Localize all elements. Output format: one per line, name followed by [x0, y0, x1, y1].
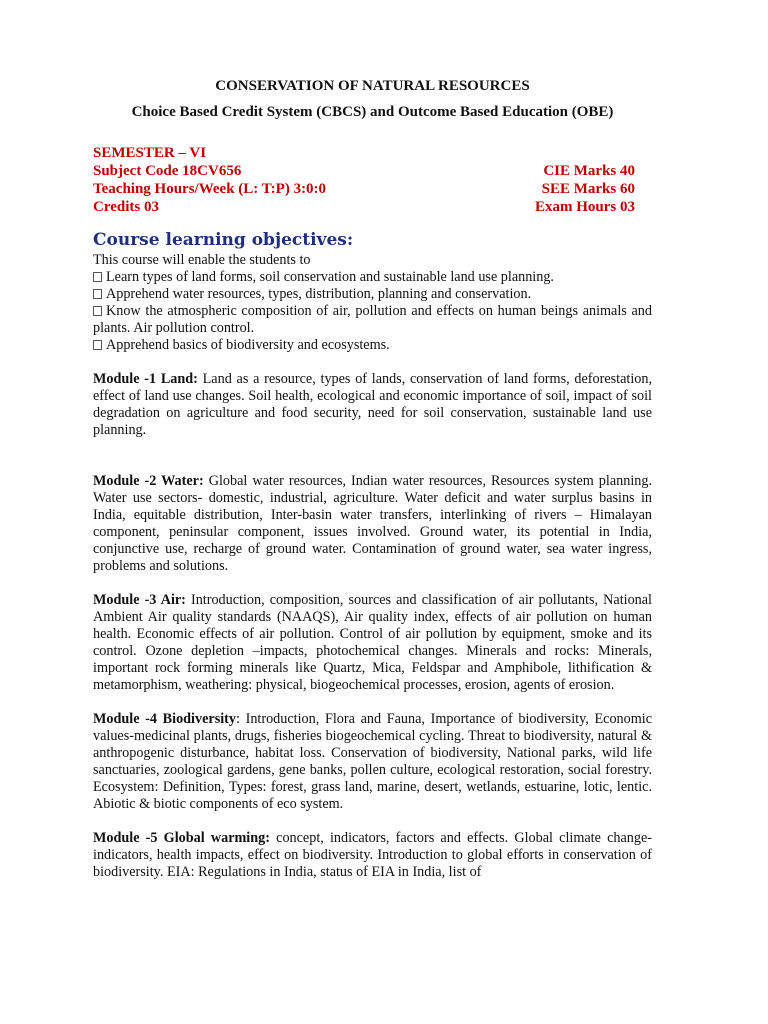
credits: Credits 03 — [93, 199, 159, 215]
module-2 — [93, 473, 652, 575]
document-title: CONSERVATION OF NATURAL RESOURCES — [215, 78, 530, 94]
bullet-box-icon — [93, 272, 102, 282]
module-1 — [93, 371, 652, 439]
exam-hours: Exam Hours 03 — [534, 199, 635, 215]
objective-item: Apprehend water resources, types, distribution, planning and conservation. — [93, 286, 652, 303]
see-marks: SEE Marks 60 — [541, 181, 635, 197]
module-text: : Introduction, Flora and Fauna, Importance of biodiversity, Economic values-medicinal plants, drugs, fisheries biogeochemical cycling. Threat to biodiversity, natural & anthropogenic disturbance, habitat loss. Conservation of biodiversity, National parks, wild life sanctuaries, zoological gardens, gene banks, pollen culture, ecological restoration, social forestry. Ecosystem: Definition, Types: forest, grass land, marine, desert, wetlands, estuarine, lotic, lentic. Abiotic & biotic components of eco system. — [93, 711, 652, 812]
module-label: Module -1 Land: — [93, 371, 198, 387]
document-subtitle: Choice Based Credit System (CBCS) and Outcome Based Education (OBE) — [131, 104, 614, 120]
objective-item: Apprehend basics of biodiversity and ecosystems. — [93, 337, 652, 354]
objectives-section — [93, 252, 652, 354]
teaching-hours: Teaching Hours/Week (L: T:P) 3:0:0 — [93, 181, 327, 197]
bullet-box-icon — [93, 340, 102, 350]
module-label: Module -4 Biodiversity — [93, 711, 236, 727]
meta-row-hours — [93, 180, 652, 198]
module-text: Land as a resource, types of lands, conservation of land forms, deforestation, effect of land use changes. Soil health, ecological and economic importance of soil, impact of soil degradation on agriculture and food security, need for soil conservation, sustainable land use planning. — [93, 371, 652, 438]
module-text: concept, indicators, factors and effects. Global climate change-indicators, health impacts, effect on biodiversity. Introduction to global efforts in conservation of biodiversity. EIA: Regulations in India, status of EIA in India, list of — [93, 830, 652, 880]
objective-item: Know the atmospheric composition of air, pollution and effects on human beings animals and plants. Air pollution control. — [93, 303, 652, 336]
bullet-box-icon — [93, 306, 102, 316]
meta-row-credits — [93, 198, 652, 216]
module-5 — [93, 830, 652, 881]
module-label: Module -3 Air: — [93, 592, 186, 608]
meta-row-semester — [93, 144, 652, 162]
objective-item: Learn types of land forms, soil conservation and sustainable land use planning. — [93, 269, 652, 286]
module-4 — [93, 711, 652, 813]
module-label: Module -2 Water: — [93, 473, 204, 489]
document-page — [93, 76, 652, 881]
module-label: Module -5 Global warming: — [93, 830, 270, 846]
module-text: Introduction, composition, sources and classification of air pollutants, National Ambient Air quality standards (NAAQS), Air quality index, effects of air pollution on human health. Economic effects of air pollution. Control of air pollution by equipment, smoke and its control. Ozone depletion –impacts, photochemical changes. Minerals and rocks: Minerals, important rock forming minerals like Quartz, Mica, Feldspar and Amphibole, lithification & metamorphism, weathering: physical, biogeochemical processes, erosion, agents of erosion. — [93, 592, 652, 693]
objectives-intro: This course will enable the students to — [93, 252, 311, 268]
semester-label: SEMESTER – VI — [93, 145, 207, 161]
bullet-box-icon — [93, 289, 102, 299]
course-meta — [93, 144, 652, 216]
objectives-heading: Course learning objectives: — [93, 230, 354, 250]
subject-code: Subject Code 18CV656 — [93, 163, 242, 179]
module-3 — [93, 592, 652, 694]
module-text: Global water resources, Indian water resources, Resources system planning. Water use sectors- domestic, industrial, agriculture. Water deficit and water surplus basins in India, equitable distribution, Inter-basin water transfers, interlinking of rivers – Himalayan component, peninsular component, issues involved. Ground water, its potential in India, conjunctive use, recharge of ground water. Contamination of ground water, sea water ingress, problems and solutions. — [93, 473, 653, 574]
cie-marks: CIE Marks 40 — [543, 163, 635, 179]
meta-row-subject — [93, 162, 652, 180]
